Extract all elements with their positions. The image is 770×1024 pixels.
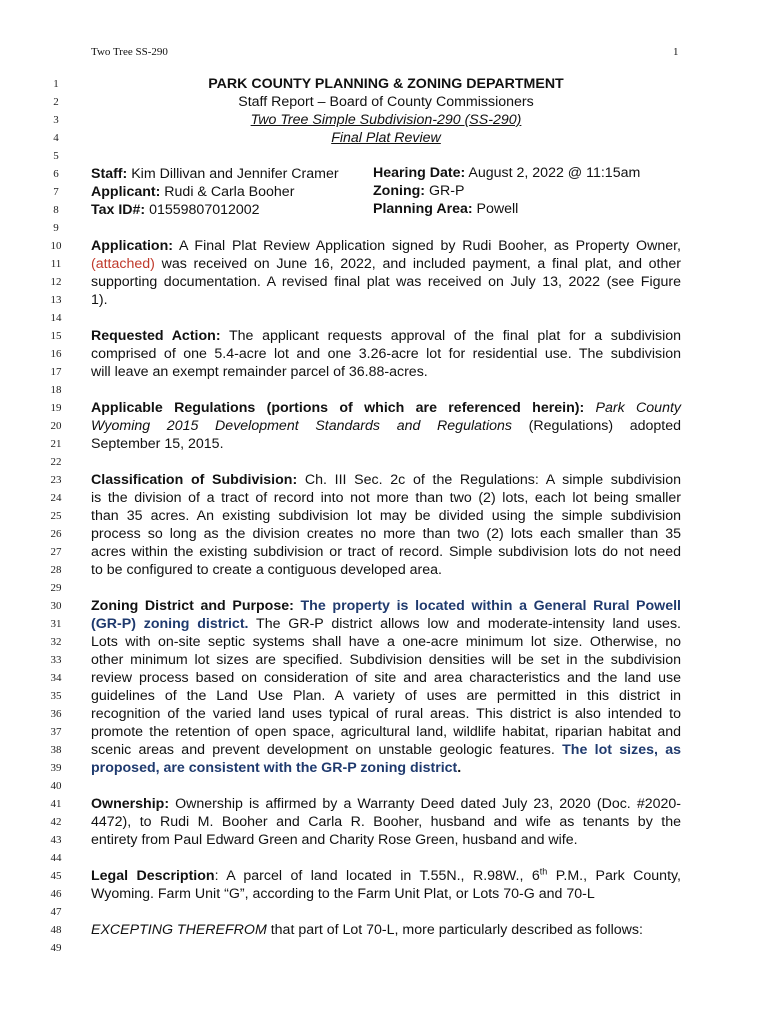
line-number: 38 [50,744,62,756]
taxid-value: 01559807012002 [145,202,260,218]
line-number: 46 [50,888,62,900]
classification-line-1: Classification of Subdivision: Ch. III Sec. 2c of the Regulations: A simple subdivision [91,472,681,488]
zoning-line-10: proposed, are consistent with the GR-P zoning district. [91,760,462,776]
line-number: 1 [53,78,59,90]
regulations-line-1: Applicable Regulations (portions of which are referenced herein): Park County [91,400,681,416]
subdivision-title: Two Tree Simple Subdivision-290 (SS-290) [250,112,522,128]
line-number: 47 [50,906,62,918]
line-number: 36 [50,708,62,720]
line-number: 40 [50,780,62,792]
hearing-line [373,165,640,181]
applicant-value: Rudi & Carla Booher [160,184,295,200]
line-number: 2 [53,96,59,108]
requested-line-1: Requested Action: The applicant requests approval of the final plat for a subdivision [91,328,681,344]
zoning-value: GR-P [425,183,465,199]
line-number: 42 [50,816,62,828]
line-number: 22 [50,456,62,468]
application-line-4: 1). [91,292,108,308]
line-number: 12 [50,276,62,288]
classification-line-6: to be configured to create a contiguous developed area. [91,562,442,578]
line-number: 14 [50,312,62,324]
application-line-2: (attached) was received on June 16, 2022, and included payment, a final plat, and other [91,256,681,272]
zoning-line-8: promote the retention of open space, agricultural land, wildlife habitat, riparian habitat and [91,724,681,740]
zoning-label: Zoning: [373,183,425,199]
line-number: 26 [50,528,62,540]
line-number: 9 [53,222,59,234]
line-number: 30 [50,600,62,612]
line-number: 15 [50,330,62,342]
excepting-line: EXCEPTING THEREFROM that part of Lot 70-L, more particularly described as follows: [91,922,643,938]
line-number: 16 [50,348,62,360]
zoning-line-9: scenic areas and prevent development on unstable geologic features. The lot sizes, as [91,742,681,758]
zoning-line-4: other minimum lot sizes are specified. Subdivision densities will be set in the subdivision [91,652,681,668]
legal-line-1: Legal Description: A parcel of land located in T.55N., R.98W., 6th P.M., Park County, [91,866,681,884]
line-number: 4 [53,132,59,144]
requested-line-2: comprised of one 5.4-acre lot and one 3.26-acre lot for residential use. The subdivision [91,346,681,362]
zoning-line-5: review process based on consideration of site and area characteristics and the land use [91,670,681,686]
classification-line-4: process so long as the division creates no more than two (2) lots each smaller than 35 [91,526,681,542]
line-number: 33 [50,654,62,666]
review-title: Final Plat Review [331,130,441,146]
line-number: 49 [50,942,62,954]
line-number: 35 [50,690,62,702]
zoning-line-7: recognition of the varied land uses typical of rural areas. This district is also intended to [91,706,681,722]
zoning-line-1: Zoning District and Purpose: The property is located within a General Rural Powell [91,598,681,614]
line-number: 13 [50,294,62,306]
planning-area-label: Planning Area: [373,201,473,217]
line-number: 32 [50,636,62,648]
classification-line-5: acres within the existing subdivision or tract of record. Simple subdivision lots do not need [91,544,681,560]
line-number: 8 [53,204,59,216]
line-number: 44 [50,852,62,864]
applicant-label: Applicant: [91,184,161,200]
line-number: 20 [50,420,62,432]
hearing-value: August 2, 2022 @ 11:15am [465,165,641,181]
line-number: 48 [50,924,62,936]
line-number: 39 [50,762,62,774]
hearing-label: Hearing Date: [373,165,466,181]
line-number: 28 [50,564,62,576]
attached-link[interactable]: (attached) [91,256,155,272]
regulations-line-3: September 15, 2015. [91,436,224,452]
zoning-line [373,183,464,199]
ownership-label: Ownership: [91,796,170,812]
line-number: 29 [50,582,62,594]
ownership-line-3: entirety from Paul Edward Green and Charity Rose Green, husband and wife. [91,832,578,848]
planning-area-line [373,201,518,217]
line-number: 7 [53,186,59,198]
running-header: Two Tree SS-290 [91,46,168,58]
requested-line-3: will leave an exempt remainder parcel of 36.88-acres. [91,364,428,380]
line-number: 43 [50,834,62,846]
zoning-line-3: Lots with on-site septic systems shall have a one-acre minimum lot size. Otherwise, no [91,634,681,650]
classification-line-2: is the division of a tract of record into not more than two (2) lots, each lot being smaller [91,490,681,506]
line-number: 5 [53,150,59,162]
classification-label: Classification of Subdivision: [91,472,298,488]
line-number: 6 [53,168,59,180]
taxid-label: Tax ID#: [91,202,146,218]
line-number: 41 [50,798,62,810]
application-line-1: Application: A Final Plat Review Application signed by Rudi Booher, as Property Owner, [91,238,681,254]
zoning-line-6: guidelines of the Land Use Plan. A variety of uses are permitted in this district in [91,688,681,704]
ownership-line-1: Ownership: Ownership is affirmed by a Warranty Deed dated July 23, 2020 (Doc. #2020- [91,796,681,812]
line-number: 19 [50,402,62,414]
line-number: 17 [50,366,62,378]
regulations-label: Applicable Regulations (portions of which are referenced herein): [91,400,585,416]
regulations-line-2: Wyoming 2015 Development Standards and Regulations (Regulations) adopted [91,418,682,434]
line-number: 31 [50,618,62,630]
zoning-district-label: Zoning District and Purpose: [91,598,294,614]
ownership-line-2: 4472), to Rudi M. Booher and Carla R. Booher, husband and wife as tenants by the [91,814,681,830]
legal-label: Legal Description [91,868,215,884]
line-number: 18 [50,384,62,396]
staff-label: Staff: [91,166,128,182]
excepting-label: EXCEPTING THEREFROM [91,922,267,938]
legal-line-2: Wyoming. Farm Unit “G”, according to the Farm Unit Plat, or Lots 70-G and 70-L [91,886,595,902]
line-number: 3 [53,114,59,126]
line-number: 37 [50,726,62,738]
page-number: 1 [673,46,679,58]
staff-value: Kim Dillivan and Jennifer Cramer [127,166,339,182]
report-subtitle: Staff Report – Board of County Commissioners [238,94,534,110]
line-number: 21 [50,438,62,450]
department-title: PARK COUNTY PLANNING & ZONING DEPARTMENT [208,76,564,92]
classification-line-3: than 35 acres. An existing subdivision lot may be divided using the simple subdivision [91,508,681,524]
application-line-3: supporting documentation. A revised final plat was received on July 13, 2022 (see Figure [91,274,681,290]
line-number: 23 [50,474,62,486]
zoning-line-2: (GR-P) zoning district. The GR-P district allows low and moderate-intensity land uses. [91,616,681,632]
requested-label: Requested Action: [91,328,221,344]
line-number: 45 [50,870,62,882]
line-number: 11 [50,258,62,270]
line-number: 27 [50,546,62,558]
line-number: 10 [50,240,62,252]
line-number: 24 [50,492,62,504]
planning-area-value: Powell [472,201,519,217]
application-label: Application: [91,238,173,254]
line-number: 34 [50,672,62,684]
line-number: 25 [50,510,62,522]
